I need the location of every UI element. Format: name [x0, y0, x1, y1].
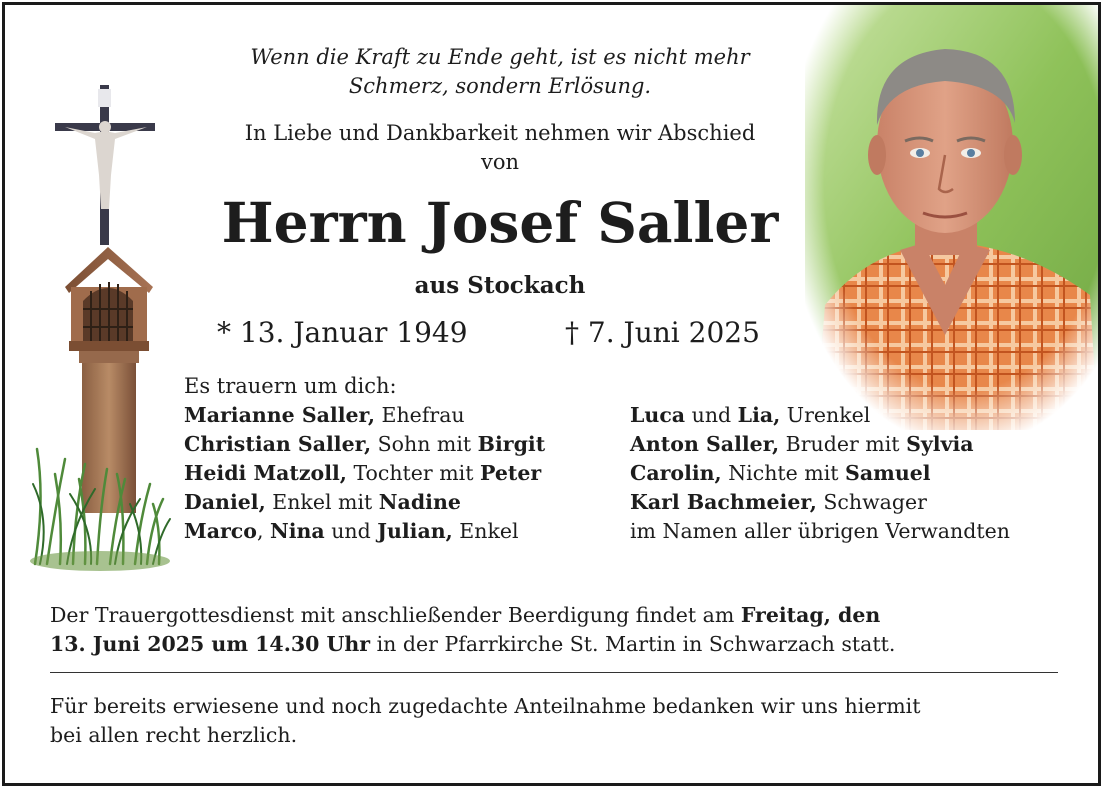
death-date: † 7. Juni 2025 — [565, 316, 760, 349]
intro-line-2: von — [480, 150, 520, 174]
mourner-relation: Bruder mit — [779, 432, 907, 456]
wayside-cross-image — [25, 79, 175, 574]
mourner-entry-left-5 — [184, 517, 545, 546]
mourner-name: Carolin, — [630, 461, 722, 485]
thanks-line-2: bei allen recht herzlich. — [50, 723, 298, 747]
mourner-name: Birgit — [477, 432, 546, 456]
mourner-name: Peter — [480, 461, 542, 485]
mourner-name: Anton Saller, — [630, 432, 780, 456]
mourner-relation: Enkel mit — [265, 490, 379, 514]
birth-date: * 13. Januar 1949 — [217, 316, 468, 349]
mourner-name: Marianne Saller, — [184, 403, 375, 427]
intro-line-1: In Liebe und Dankbarkeit nehmen wir Abschied — [244, 121, 756, 145]
deceased-origin: aus Stockach — [414, 272, 586, 299]
mourner-entry-left-4 — [184, 488, 545, 517]
mourner-name: Julian, — [377, 519, 453, 543]
mourner-relation: Sohn mit — [371, 432, 478, 456]
quote-line-2: Schmerz, sondern Erlösung. — [348, 74, 652, 98]
mourner-relation: Nichte mit — [721, 461, 846, 485]
thanks-line-1: Für bereits erwiesene und noch zugedachte Anteilnahme bedanken wir uns hiermit — [50, 694, 921, 718]
mourner-entry-right-1 — [630, 401, 1010, 430]
mourner-name: Daniel, — [184, 490, 266, 514]
service-day: Freitag, den — [740, 603, 881, 627]
mourners-list-left — [184, 401, 545, 546]
mourner-name: Karl Bachmeier, — [630, 490, 817, 514]
mourner-entry-right-3 — [630, 459, 1010, 488]
mourner-relation: im Namen aller übrigen Verwandten — [630, 519, 1010, 543]
funeral-service-notice — [50, 601, 1050, 659]
mourner-name: Marco — [184, 519, 257, 543]
obituary-card — [2, 2, 1101, 786]
mourner-relation: und — [324, 519, 378, 543]
mourner-relation: Schwager — [816, 490, 927, 514]
mourner-entry-right-5 — [630, 517, 1010, 546]
service-date-time: 13. Juni 2025 um 14.30 Uhr — [50, 632, 371, 656]
mourner-name: Nadine — [378, 490, 461, 514]
mourner-relation: , — [256, 519, 270, 543]
mourner-name: Lia, — [737, 403, 781, 427]
opening-quote — [165, 43, 835, 101]
mourner-relation: und — [685, 403, 738, 427]
mourner-entry-left-1 — [184, 401, 545, 430]
thanks-note — [50, 692, 1060, 750]
farewell-intro — [165, 119, 835, 177]
mourner-relation: Enkel — [452, 519, 519, 543]
mourner-name: Samuel — [845, 461, 931, 485]
mourner-name: Nina — [269, 519, 325, 543]
mourners-list-right — [630, 401, 1010, 546]
mourner-entry-left-2 — [184, 430, 545, 459]
deceased-name: Herrn Josef Saller — [221, 190, 779, 255]
mourner-relation: Ehefrau — [375, 403, 465, 427]
service-text-1: Der Trauergottesdienst mit anschließender Beerdigung findet am — [50, 603, 741, 627]
mourner-name: Christian Saller, — [184, 432, 372, 456]
divider-line — [50, 672, 1058, 673]
mourner-relation: Urenkel — [780, 403, 871, 427]
service-text-2: in der Pfarrkirche St. Martin in Schwarzach statt. — [370, 632, 896, 656]
mourner-name: Luca — [630, 403, 686, 427]
mourners-heading: Es trauern um dich: — [184, 374, 397, 398]
mourner-name: Heidi Matzoll, — [184, 461, 347, 485]
mourner-relation: Tochter mit — [346, 461, 480, 485]
mourner-entry-left-3 — [184, 459, 545, 488]
mourner-entry-right-2 — [630, 430, 1010, 459]
quote-line-1: Wenn die Kraft zu Ende geht, ist es nicht mehr — [250, 45, 750, 69]
mourner-name: Sylvia — [906, 432, 974, 456]
mourner-entry-right-4 — [630, 488, 1010, 517]
